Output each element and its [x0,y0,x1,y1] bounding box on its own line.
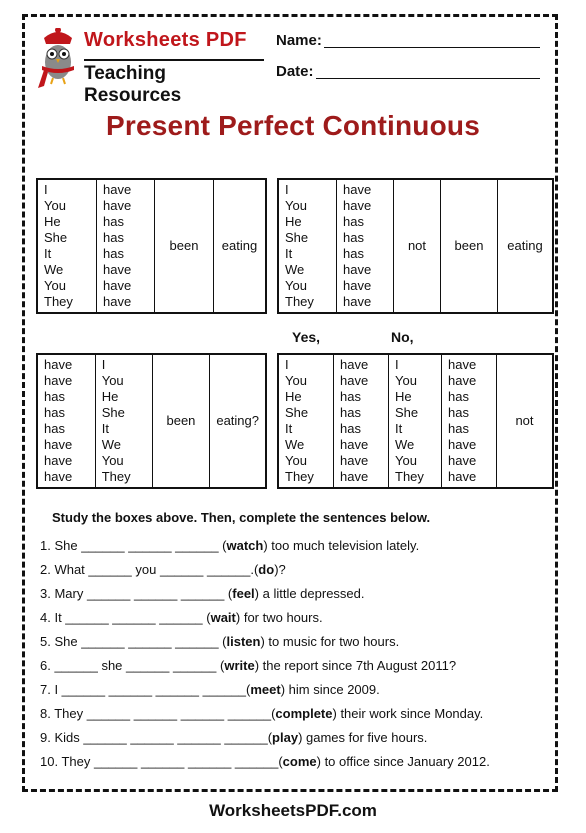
logo-title: Worksheets PDF [84,29,247,51]
question-pronoun-column: I You He She It We You They [95,354,152,488]
date-field[interactable] [276,63,314,80]
exercise-sentence[interactable]: 1. She ______ ______ ______ (watch) too much television lately. [40,538,420,553]
exercise-sentence[interactable]: 10. They ______ ______ ______ ______(come) to office since January 2012. [40,754,490,769]
logo-divider [84,59,264,61]
affirmative-pronoun-column: I You He She It We You They [37,179,97,313]
question-been-cell: been [152,354,210,488]
negative-pronoun-column: I You He She It We You They [278,179,337,313]
date-line[interactable] [316,78,540,79]
logo [32,24,264,106]
affirmative-been-cell: been [155,179,214,313]
exercise-sentence[interactable]: 7. I ______ ______ ______ ______(meet) him since 2009. [40,682,380,697]
footer-website: WorksheetsPDF.com [209,801,377,820]
yes-pronoun-column: I You He She It We You They [278,354,334,488]
yes-aux-column: have have has has has have have have [334,354,389,488]
negative-table [277,178,554,314]
exercise-sentence[interactable]: 5. She ______ ______ ______ (listen) to music for two hours. [40,634,400,649]
instructions: Study the boxes above. Then, complete the sentences below. [52,510,431,525]
negative-been-cell: been [441,179,498,313]
name-label: Name: [276,32,322,49]
affirmative-aux-column: have have has has has have have have [97,179,155,313]
short-answer-table [277,353,554,489]
date-label: Date: [276,63,314,80]
exercise-sentence[interactable]: 9. Kids ______ ______ ______ ______(play) games for five hours. [40,730,428,745]
no-aux-column: have have has has has have have have [442,354,497,488]
yes-label: Yes, [292,329,321,345]
logo-subtitle: Teaching Resources [84,63,182,106]
question-verb-cell: eating? [210,354,266,488]
no-pronoun-column: I You He She It We You They [389,354,442,488]
negative-verb-cell: eating [498,179,554,313]
negative-aux-column: have have has has has have have have [337,179,394,313]
name-field[interactable] [276,32,322,49]
exercise-sentence[interactable]: 3. Mary ______ ______ ______ (feel) a little depressed. [40,586,365,601]
page-title: Present Perfect Continuous [106,110,480,141]
negative-not-cell: not [394,179,441,313]
affirmative-verb-cell: eating [214,179,267,313]
owl-mascot-icon [36,28,80,94]
question-aux-column: have have has has has have have have [37,354,95,488]
exercise-sentence[interactable]: 4. It ______ ______ ______ (wait) for two hours. [40,610,323,625]
exercise-sentence[interactable]: 6. ______ she ______ ______ (write) the report since 7th August 2011? [40,658,457,673]
exercise-sentence[interactable]: 8. They ______ ______ ______ ______(complete) their work since Monday. [40,706,484,721]
question-table [36,353,267,489]
short-answer-not-cell: not [497,354,554,488]
name-line[interactable] [324,47,540,48]
exercise-sentence[interactable]: 2. What ______ you ______ ______.(do)? [40,562,286,577]
no-label: No, [391,329,414,345]
affirmative-table [36,178,267,314]
